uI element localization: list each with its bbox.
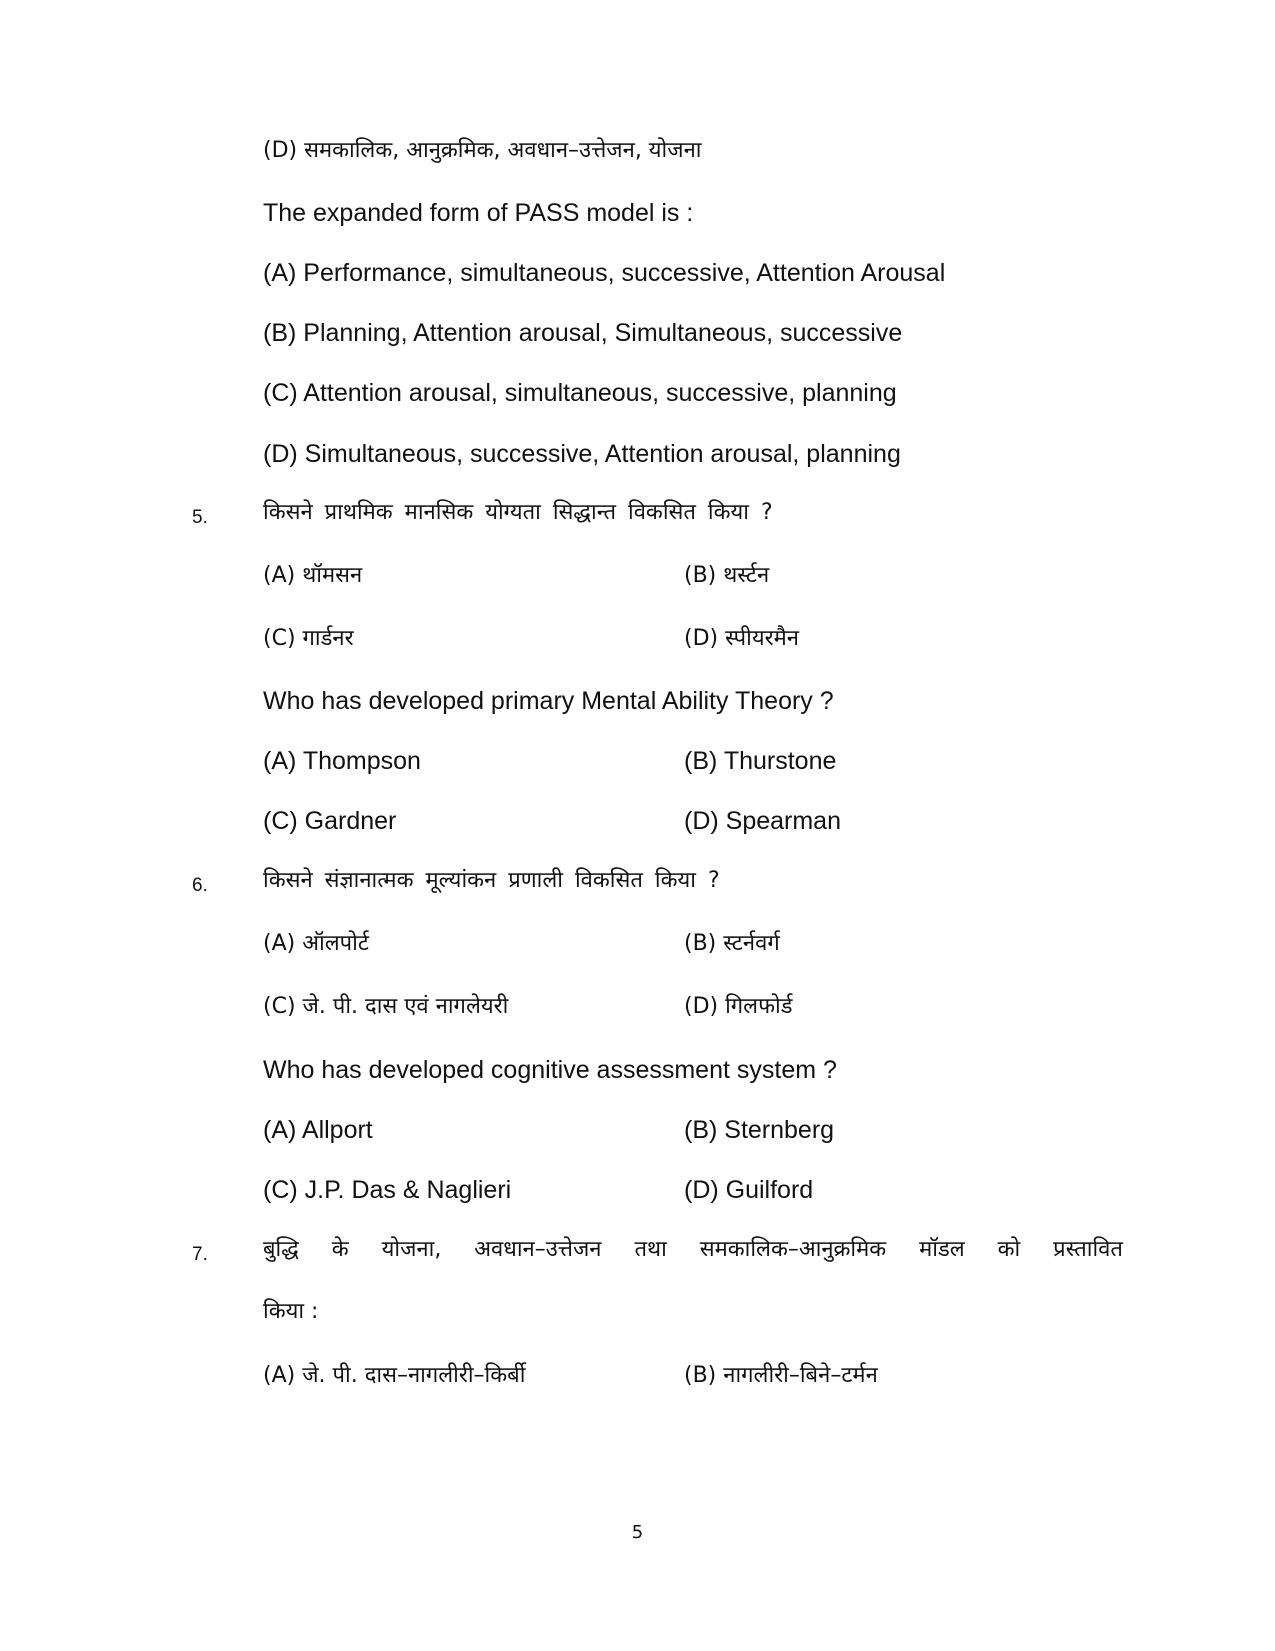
- q6-hi-option-c: (C) जे. पी. दास एवं नागलेयरी: [263, 994, 509, 1019]
- q5-hi-question: किसने प्राथमिक मानसिक योग्यता सिद्धान्त विकसित किया ?: [263, 500, 773, 525]
- q7-hi-option-b: (B) नागलीरी–बिने–टर्मन: [684, 1363, 878, 1388]
- q7-word: प्रस्तावित: [1053, 1237, 1123, 1262]
- q7-word: के: [331, 1237, 349, 1262]
- q4-hi-option-d: (D) समकालिक, आनुक्रमिक, अवधान–उत्तेजन, योजना: [263, 138, 702, 163]
- q7-number: 7.: [192, 1244, 208, 1265]
- q5-hi-option-c: (C) गार्डनर: [263, 626, 354, 651]
- q4-en-question: The expanded form of PASS model is :: [263, 199, 694, 227]
- q7-word: मॉडल: [919, 1237, 965, 1262]
- q5-en-option-a: (A) Thompson: [263, 747, 421, 775]
- q7-hi-option-a: (A) जे. पी. दास–नागलीरी–किर्बी: [263, 1363, 526, 1388]
- q6-hi-option-b: (B) स्टर्नवर्ग: [684, 931, 780, 956]
- q4-en-option-c: (C) Attention arousal, simultaneous, successive, planning: [263, 379, 897, 407]
- q5-en-option-b: (B) Thurstone: [684, 747, 837, 775]
- q7-word: समकालिक–आनुक्रमिक: [699, 1237, 887, 1262]
- q4-en-option-a: (A) Performance, simultaneous, successive, Attention Arousal: [263, 259, 946, 287]
- q7-word: को: [997, 1237, 1021, 1262]
- q4-en-option-d: (D) Simultaneous, successive, Attention arousal, planning: [263, 440, 901, 468]
- q7-hi-question-line1: [263, 1235, 1123, 1265]
- q7-word: तथा: [634, 1237, 667, 1262]
- q7-word: अवधान–उत्तेजन: [474, 1237, 602, 1262]
- q6-en-option-b: (B) Sternberg: [684, 1116, 835, 1144]
- q4-en-option-b: (B) Planning, Attention arousal, Simultaneous, successive: [263, 319, 903, 347]
- q6-hi-question: किसने संज्ञानात्मक मूल्यांकन प्रणाली विकसित किया ?: [263, 868, 720, 893]
- q7-word: योजना,: [381, 1237, 442, 1262]
- q5-number: 5.: [192, 507, 208, 528]
- q5-hi-option-d: (D) स्पीयरमैन: [684, 626, 799, 651]
- q5-en-question: Who has developed primary Mental Ability Theory ?: [263, 687, 834, 715]
- q5-hi-option-b: (B) थर्स्टन: [684, 563, 770, 588]
- q6-hi-option-a: (A) ऑलपोर्ट: [263, 931, 369, 956]
- q6-en-option-d: (D) Guilford: [684, 1176, 814, 1204]
- q7-hi-question-line2: किया :: [263, 1299, 319, 1324]
- q5-hi-option-a: (A) थॉमसन: [263, 563, 363, 588]
- q6-number: 6.: [192, 875, 208, 896]
- q5-en-option-c: (C) Gardner: [263, 807, 397, 835]
- q6-en-question: Who has developed cognitive assessment system ?: [263, 1056, 837, 1084]
- q6-hi-option-d: (D) गिलफोर्ड: [684, 994, 793, 1019]
- q5-en-option-d: (D) Spearman: [684, 807, 841, 835]
- page-number: 5: [631, 1522, 644, 1543]
- q6-en-option-c: (C) J.P. Das & Naglieri: [263, 1176, 512, 1204]
- q6-en-option-a: (A) Allport: [263, 1116, 373, 1144]
- q7-word: बुद्धि: [263, 1237, 299, 1262]
